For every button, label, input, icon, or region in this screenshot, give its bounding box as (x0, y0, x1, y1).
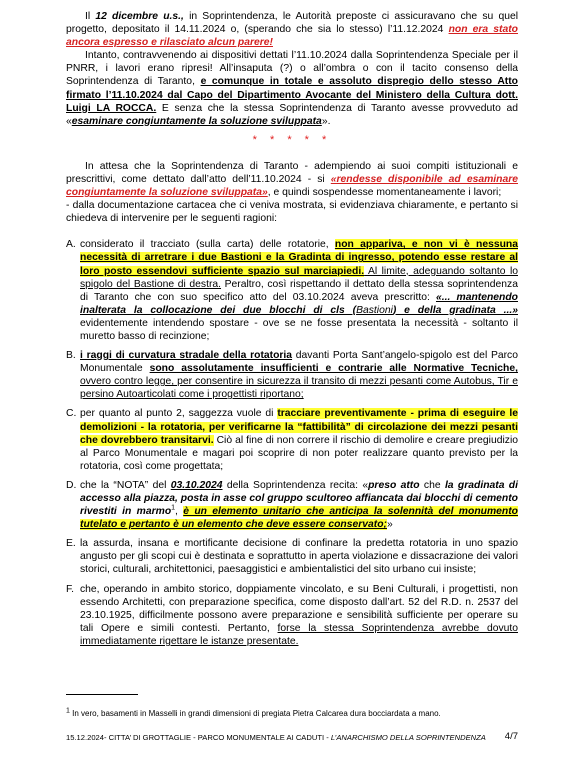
list-marker: F. (66, 583, 75, 595)
red-emphasis: non era stato ancora espresso e rilasciato alcun parere! (66, 24, 518, 49)
list-marker: E. (66, 538, 76, 550)
paragraph: Il 12 dicembre u.s., in Soprintendenza, le Autorità preposte ci assicuravano che su quel progetto, depositato il 14.11.2024 o, (sperando che sia lo stesso) l’11.12.2024 non era stato ancora espresso e rilasciato alcun parere! (66, 11, 519, 49)
date-emphasis: 12 dicembre u.s., (95, 11, 184, 22)
list-item: D. che la “NOTA” del 03.10.2024 della Soprintendenza recita: «preso atto che la gradinata di accesso alla piazza, posta in asse col gruppo scultoreo affiancata dai blocchi di cemento rivestiti in marmo$^1$, è un elemento unitario che anticipa la solennità del monumento tutelato e pertanto è un elemento che deve essere conservato;» (66, 479, 518, 531)
footnote-ref[interactable]: 1 (171, 504, 176, 512)
document-body (66, 10, 518, 648)
page-footer: 15.12.2024- CITTA’ DI GROTTAGLIE - PARCO MONUMENTALE AI CADUTI - L’ANARCHISMO DELLA SOPRINTENDENZA 4/7 (66, 731, 518, 742)
highlighted-text: è un elemento unitario che anticipa la solennità del monumento tutelato e pertanto è un elemento che deve essere conservato; (80, 506, 518, 531)
paragraph: Intanto, contravvenendo ai dispositivi dettati l’11.10.2024 dalla Soprintendenza Speciale per il PNRR, i lavori erano ripresi! All’insaputa (?) o all’ombra o con il tacito consenso della Soprintendenza di Taranto, e comunque in totale e assoluto dispregio dello stesso Atto firmato l’11.10.2024 dal Capo del Dipartimento Avocante del Ministero della Cultura dott. Luigi LA ROCCA. E senza che la stessa Soprintendenza di Taranto avesse provveduto ad «esaminare congiuntamente la soluzione sviluppata». (66, 50, 518, 127)
list-item: F. che, operando in ambito storico, doppiamente vincolato, e su Beni Culturali, i progettisti, non essendo Architetti, con preparazione specifica, come disposto dall’art. 52 del R.D. n. 2537 del 23.10.1925, difficilmente possono avere preparazione e sensibilità sufficiente per operare su tali Opere e simili contesti. Pertanto, forse la stessa Soprintendenza avrebbe dovuto immediatamente rigettare le istanze presentate. (66, 583, 518, 647)
paragraph: In attesa che la Soprintendenza di Taranto - adempiendo ai suoi compiti istituzionali e prescrittivi, come dettato dall’atto dell’11.10.2024 - si «rendesse disponibile ad esaminare congiuntamente la soluzione sviluppata», e quindi sospendesse momentaneamente i lavori; (66, 160, 518, 199)
list-item: E. la assurda, insana e mortificante decisione di confinare la predetta rotatoria in uno spazio angusto per gli scopi cui è destinata e soprattutto in aperta violazione e dissacrazione dei valori storici, culturali, architettonici, paesaggistici e ambientalistici del sito urbano cui insiste; (66, 538, 518, 576)
list-marker: B. (66, 350, 76, 362)
list-item: A. considerato il tracciato (sulla carta) delle rotatorie, non appariva, e non vi è nessuna necessità di arretrare i due Bastioni e la Gradinta di ingresso, potendo esse restare al loro posto essendovi sufficiente spazio sul marciapiedi. Al limite, adeguando soltanto lo spigolo del Bastione di destra. Peraltro, così rispettando il dettato della stessa soprintendenza di Taranto che con suo specifico atto del 03.10.2024 aveva prescritto: «... mantenendo inalterata la collocazione dei due blocchi di cls (Bastioni) e della gradinata ...» evidentemente intendendo spostare - ove se ne fosse presentata la necessità - soltanto il muretto basso di recinzione; (66, 239, 518, 342)
highlighted-text: tracciare preventivamente - prima di eseguire le demolizioni - la rotatoria, per verificarne la “fattibilità” di circolazione dei mezzi pesanti che dovrebbero transitarvi. (80, 408, 518, 446)
footnote-separator (66, 694, 138, 695)
list-marker: A. (66, 239, 76, 251)
footnote: $^1$ In vero, basamenti in Masselli in grandi dimensioni di pregiata Pietra Calcarea dura bocciardata a mano. (66, 707, 441, 718)
list-item: C. per quanto al punto 2, saggezza vuole di tracciare preventivamente - prima di eseguire le demolizioni - la rotatoria, per verificarne la “fattibilità” di circolazione dei mezzi pesanti che dovrebbero transitarvi. Ciò al fine di non correre il rischio di demolire e creare pregiudizio al Parco Monumentale e magari poi scoprire di non poter realizzare quanto previsto per la rotatoria, così come progettata; (66, 408, 518, 472)
section-separator: * * * * * (252, 133, 332, 146)
list-marker: C. (66, 408, 77, 420)
highlighted-text: non appariva, e non vi è nessuna necessità di arretrare i due Bastioni e la Gradinta di ingresso, potendo esse restare al loro posto essendovi sufficiente spazio sul marciapiedi. (80, 239, 518, 277)
paragraph: - dalla documentazione cartacea che ci veniva mostrata, si evidenziava chiaramente, e pertanto si chiedeva di intervenire per le seguenti ragioni: (66, 200, 518, 225)
page-number: 4/7 (504, 731, 518, 742)
list-marker: D. (66, 479, 77, 491)
list-item: B. i raggi di curvatura stradale della rotatoria davanti Porta Sant’angelo-spigolo est del Parco Monumentale sono assolutamente insufficienti e contrarie alle Normative Tecniche, ovvero contro legge, per consentire in sicurezza il transito di mezzi pesanti come Autobus, Tir e persino Autoarticolati come i progettisti riportano; (66, 350, 518, 401)
